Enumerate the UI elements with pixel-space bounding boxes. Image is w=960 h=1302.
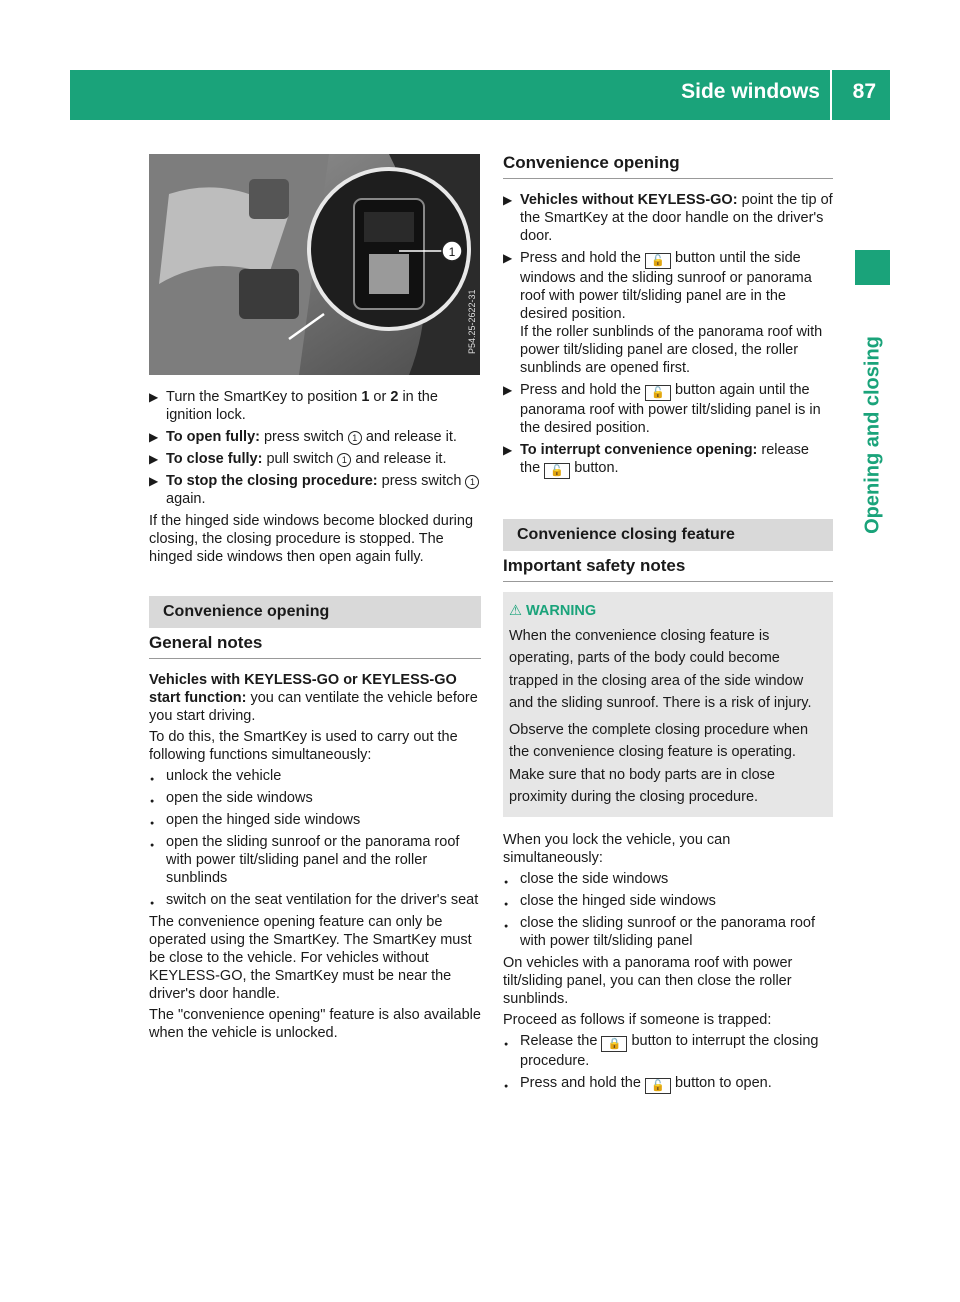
lock-intro: When you lock the vehicle, you can simultaneously: <box>503 831 731 866</box>
step-arrow-icon: ▶ <box>149 474 159 488</box>
page-header <box>70 70 890 120</box>
text-run: and release it. <box>361 429 457 445</box>
section-band-convenience-closing: Convenience closing feature <box>503 519 833 551</box>
warning-text-2: Observe the complete closing procedure when the convenience closing feature is operating. Make sure that no body parts are in close proximity during the closing procedure. <box>509 721 809 805</box>
warning-text-1: When the convenience closing feature is operating, parts of the body could become trapped in the closing area of the side window and the sliding sunroof. There is a risk of injury. <box>509 627 812 711</box>
text-run: Press and hold the <box>520 1074 645 1091</box>
bullet-icon: ● <box>504 878 509 886</box>
page-number: 87 <box>852 80 876 103</box>
text-run: button to open. <box>670 1074 772 1091</box>
right-steps <box>503 191 833 479</box>
text-run: To stop the closing procedure: <box>166 473 378 489</box>
section-title: Side windows <box>681 80 820 103</box>
instruction-step <box>149 472 481 508</box>
functions-intro: To do this, the SmartKey is used to carry out the following functions simultaneously: <box>149 729 458 763</box>
warning-icon: ⚠ <box>509 603 522 619</box>
text-run: 2 <box>390 389 399 405</box>
text-run: To interrupt convenience opening: <box>520 442 758 458</box>
unlocked-note: The "convenience opening" feature is also available when the vehicle is unlocked. <box>149 1007 481 1041</box>
list-item-text: open the side windows <box>166 790 313 806</box>
list-item-text: close the sliding sunroof or the panorama roof with power tilt/sliding panel <box>520 914 816 949</box>
section-band-convenience-opening: Convenience opening <box>149 596 481 628</box>
instruction-step <box>503 191 833 245</box>
keyless-bold: Vehicles with KEYLESS-GO or KEYLESS-GO start function: <box>149 672 457 706</box>
door-switch-photo <box>149 154 480 375</box>
text-run: Press and hold the <box>520 382 645 398</box>
step-arrow-icon: ▶ <box>149 430 159 444</box>
smartkey-note: The convenience opening feature can only be operated using the SmartKey. The SmartKey must be close to the vehicle. For vehicles without KEYLESS-GO, the SmartKey must be near the driver's door handle. <box>149 914 472 1002</box>
list-item <box>149 811 481 829</box>
list-item <box>503 914 833 950</box>
list-item <box>149 833 481 887</box>
header-separator <box>830 70 832 120</box>
list-item-text: close the side windows <box>520 870 669 887</box>
text-run: 1 <box>361 389 370 405</box>
list-item-text: open the hinged side windows <box>166 812 361 828</box>
instruction-step <box>503 381 833 437</box>
figure-callout: 1 <box>448 245 456 259</box>
warning-label: WARNING <box>526 603 597 619</box>
instruction-step <box>503 249 833 377</box>
unlock-button-icon: 🔓 <box>544 463 570 479</box>
list-item-text: open the sliding sunroof or the panorama roof with power tilt/sliding panel and the roller sunblinds <box>166 834 460 886</box>
list-item-text: unlock the vehicle <box>166 768 282 784</box>
left-column <box>149 388 481 1045</box>
text-run: Turn the SmartKey to position <box>166 389 362 405</box>
list-item <box>503 892 833 910</box>
text-run: button again until the panorama roof with power tilt/sliding panel is in the desired position. <box>520 382 821 436</box>
text-run: pull switch <box>262 451 338 467</box>
blocked-note: If the hinged side windows become blocked during closing, the closing procedure is stopped. The hinged side windows then open again fully. <box>149 513 474 565</box>
bullet-icon: ● <box>150 776 155 783</box>
bullet-icon: ● <box>504 900 509 908</box>
bullet-icon: ● <box>504 1040 509 1048</box>
text-run: Press and hold the <box>520 250 645 266</box>
chapter-side-label <box>855 300 890 570</box>
list-item <box>149 891 481 909</box>
text-run: in the ignition lock. <box>166 389 438 423</box>
callout-number: 1 <box>348 431 362 445</box>
bullet-icon: ● <box>150 900 155 907</box>
functions-list <box>149 767 481 909</box>
step-extra-note: If the roller sunblinds of the panorama roof with power tilt/sliding panel are closed, the roller sunblinds are opened first. <box>520 324 823 376</box>
right-column <box>503 148 833 1098</box>
callout-number: 1 <box>465 475 479 489</box>
bullet-icon: ● <box>150 842 155 849</box>
text-run: Release the <box>520 1032 602 1049</box>
list-item <box>503 870 833 888</box>
text-run: again. <box>166 491 206 507</box>
text-run: point the tip of the SmartKey at the door handle on the driver's door. <box>520 192 833 244</box>
chapter-tab-marker <box>855 250 890 285</box>
instruction-step <box>503 441 833 479</box>
text-run: To close fully: <box>166 451 263 467</box>
step-arrow-icon: ▶ <box>149 390 159 404</box>
lock-button-icon: 🔒 <box>601 1036 627 1052</box>
lock-list <box>503 870 833 950</box>
panorama-note: On vehicles with a panorama roof with power tilt/sliding panel, you can then close the roller sunblinds. <box>503 954 793 1007</box>
step-arrow-icon: ▶ <box>503 443 513 457</box>
unlock-button-icon: 🔓 <box>645 385 671 401</box>
bullet-icon: ● <box>150 820 155 827</box>
list-item-text: switch on the seat ventilation for the driver's seat <box>166 892 479 908</box>
keyless-note <box>149 671 481 725</box>
bullet-icon: ● <box>504 1082 509 1090</box>
list-item-text: close the hinged side windows <box>520 892 716 909</box>
warning-heading <box>509 600 827 623</box>
door-switch-illustration <box>149 154 480 375</box>
text-run: To open fully: <box>166 429 260 445</box>
list-item <box>149 789 481 807</box>
subheading-convenience-opening: Convenience opening <box>503 148 833 179</box>
instruction-step <box>149 388 481 424</box>
unlock-button-icon: 🔓 <box>645 1078 671 1094</box>
instruction-step <box>149 450 481 468</box>
keyless-text: you can ventilate the vehicle before you start driving. <box>149 690 478 724</box>
trapped-list <box>503 1032 833 1094</box>
text-run: release the <box>520 442 809 476</box>
text-run: and release it. <box>351 451 447 467</box>
step-arrow-icon: ▶ <box>503 251 513 265</box>
left-steps <box>149 388 481 508</box>
text-run: press switch <box>377 473 466 489</box>
trapped-intro: Proceed as follows if someone is trapped: <box>503 1011 772 1028</box>
bullet-icon: ● <box>150 798 155 805</box>
text-run: or <box>369 389 391 405</box>
instruction-step <box>149 428 481 446</box>
text-run: button to interrupt the closing procedure. <box>520 1032 819 1069</box>
step-arrow-icon: ▶ <box>503 383 513 397</box>
text-run: button until the side windows and the sliding sunroof or panorama roof with power tilt/sliding panel are in the desired position. <box>520 250 812 322</box>
chapter-side-label-text: Opening and closing <box>861 336 883 534</box>
warning-box <box>503 592 833 817</box>
text-run: press switch <box>259 429 348 445</box>
figure-code: P54.25-2622-31 <box>467 289 477 354</box>
list-item <box>503 1032 833 1070</box>
subheading-general-notes: General notes <box>149 628 481 659</box>
subheading-safety-notes: Important safety notes <box>503 551 833 582</box>
step-arrow-icon: ▶ <box>149 452 159 466</box>
bullet-icon: ● <box>504 922 509 930</box>
text-run: Vehicles without KEYLESS-GO: <box>520 192 738 208</box>
unlock-button-icon: 🔓 <box>645 253 671 269</box>
callout-number: 1 <box>337 453 351 467</box>
step-arrow-icon: ▶ <box>503 193 513 207</box>
list-item <box>503 1074 833 1094</box>
text-run: button. <box>570 460 619 476</box>
list-item <box>149 767 481 785</box>
